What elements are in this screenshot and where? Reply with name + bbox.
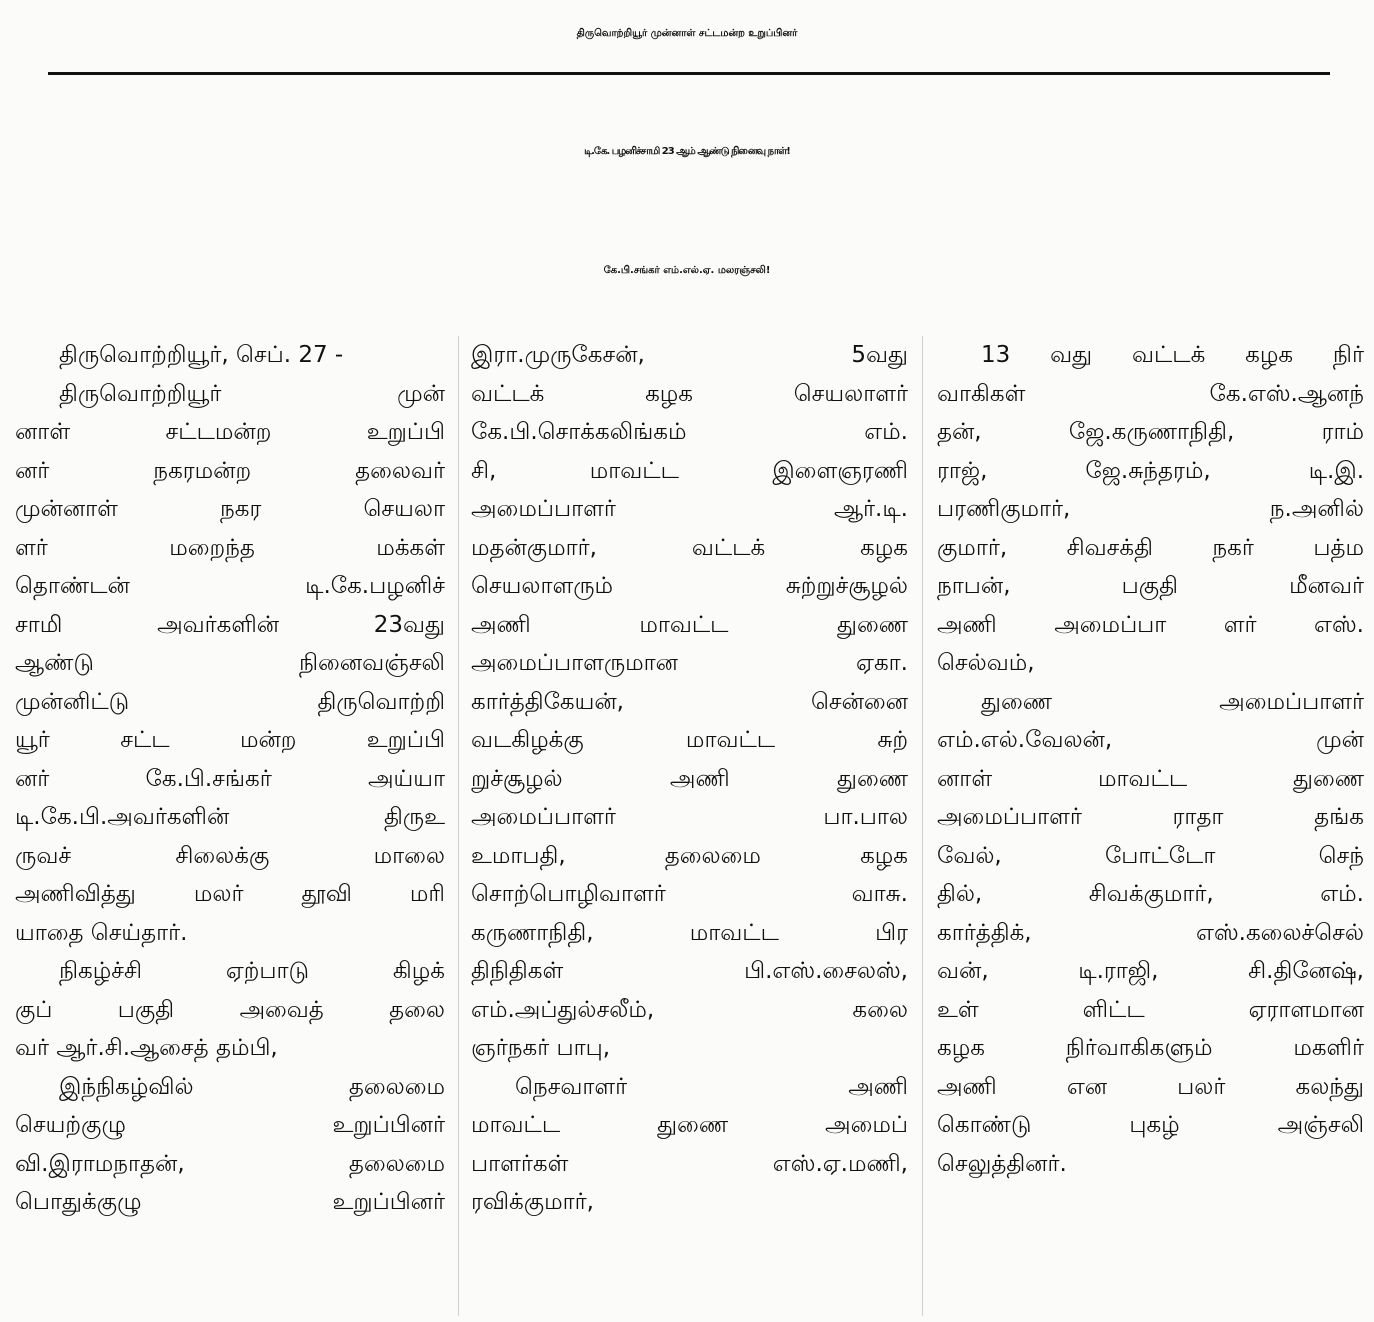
article-line: கொண்டு புகழ் அஞ்சலி (937, 1112, 1364, 1138)
article-line: ஞர்நகர் பாபு, (471, 1035, 611, 1061)
article-line: வர் ஆர்.சி.ஆசைத் தம்பி, (15, 1035, 278, 1061)
article-line: னர் கே.பி.சங்கர் அய்யா (15, 765, 445, 792)
kicker-line (0, 8, 1374, 60)
article-line: ரவிக்குமார், (471, 1189, 594, 1215)
article-line: குமார், சிவசக்தி நகர் பத்ம (937, 534, 1364, 561)
kicker-underline (48, 72, 1330, 75)
article-line: நாபன், பகுதி மீனவர் (937, 573, 1364, 599)
article-line: ளர் மறைந்த மக்கள் (15, 534, 445, 561)
article-line: னாள் மாவட்ட துணை (937, 765, 1364, 792)
article-line: ருவச் சிலைக்கு மாலை (15, 842, 445, 869)
article-line: வட்டக் கழக செயலாளர் (471, 380, 908, 407)
article-line: திருவொற்றியூர் முன் (59, 380, 445, 407)
article-line: னாள் சட்டமன்ற உறுப்பி (15, 419, 445, 445)
article-line: பாளர்கள் எஸ்.ஏ.மணி, (471, 1150, 908, 1177)
article-line: பரணிகுமார், ந.அனில் (937, 496, 1364, 522)
article-line: திநிதிகள் பி.எஸ்.சைலஸ், (471, 958, 908, 984)
article-line: இரா.முருகேசன், 5வது (471, 342, 908, 368)
article-line: ஆண்டு நினைவஞ்சலி (15, 650, 445, 676)
article-line: கே.பி.சொக்கலிங்கம் எம். (471, 419, 908, 445)
article-line: வேல், போட்டோ செந் (937, 842, 1364, 869)
article-line: யாதை செய்தார். (15, 919, 188, 946)
article-line: தில், சிவக்குமார், எம். (937, 881, 1364, 907)
article-line: தொண்டன் டி.கே.பழனிச் (15, 573, 445, 599)
article-line: றுச்சூழல் அணி துணை (471, 765, 908, 792)
article-line: துணை அமைப்பாளர் (981, 688, 1364, 715)
article-line: அணிவித்து மலர் தூவி மரி (15, 881, 445, 907)
article-line: நெசவாளர் அணி (515, 1073, 908, 1100)
article-line: கழக நிர்வாகிகளும் மகளிர் (937, 1035, 1364, 1061)
article-line: வி.இராமநாதன், தலைமை (15, 1150, 445, 1177)
article-line: னர் நகரமன்ற தலைவர் (15, 457, 445, 484)
article-line: குப் பகுதி அவைத் தலை (15, 996, 445, 1023)
article-line: செல்வம், (937, 650, 1035, 676)
article-line: மாவட்ட துணை அமைப் (471, 1112, 908, 1138)
article-line: தன், ஜே.கருணாநிதி, ராம் (937, 419, 1364, 445)
body-column-1 (15, 336, 445, 1222)
article-line: உள் ளிட்ட ஏராளமான (937, 996, 1364, 1023)
article-line: எம்.எல்.வேலன், முன் (937, 727, 1364, 753)
article-line: அணி மாவட்ட துணை (471, 611, 908, 638)
headline: டி.கே. பழனிச்சாமி 23 ஆம் ஆண்டு நினைவு நாள்! (584, 146, 790, 157)
kicker-text: திருவொற்றியூர் முன்னாள் சட்டமன்ற உறுப்பினர் (576, 28, 798, 39)
article-line: திருவொற்றியூர், செப். 27 - (59, 342, 344, 368)
subheadline: கே.பி.சங்கர் எம்.எல்.ஏ. மலரஞ்சலி! (603, 265, 771, 276)
article-line: கார்த்திக், எஸ்.கலைச்செல் (937, 919, 1364, 946)
article-line: 13 வது வட்டக் கழக நிர் (981, 342, 1364, 368)
article-line: முன்னிட்டு திருவொற்றி (15, 688, 445, 715)
article-line: அணி என பலர் கலந்து (937, 1073, 1364, 1100)
article-line: அமைப்பாளர் பா.பால (471, 804, 908, 830)
article-line: அமைப்பாளருமான ஏகா. (471, 650, 908, 676)
column-divider (922, 336, 923, 1316)
body-column-2 (471, 336, 908, 1222)
article-line: எம்.அப்துல்சலீம், கலை (471, 996, 908, 1023)
article-line: சொற்பொழிவாளர் வாசு. (471, 881, 908, 907)
article-line: செயற்குழு உறுப்பினர் (15, 1112, 445, 1138)
article-line: யூர் சட்ட மன்ற உறுப்பி (15, 727, 445, 753)
article-line: அணி அமைப்பா ளர் எஸ். (937, 611, 1364, 638)
article-line: செலுத்தினர். (937, 1150, 1067, 1177)
article-line: இந்நிகழ்வில் தலைமை (59, 1073, 445, 1100)
article-line: வடகிழக்கு மாவட்ட சுற் (471, 727, 908, 753)
article-line: கார்த்திகேயன், சென்னை (471, 688, 908, 715)
article-line: முன்னாள் நகர செயலா (15, 496, 445, 522)
article-line: கருணாநிதி, மாவட்ட பிர (471, 919, 908, 946)
article-line: நிகழ்ச்சி ஏற்பாடு கிழக் (59, 958, 445, 984)
body-column-3 (937, 336, 1364, 1183)
article-line: சாமி அவர்களின் 23வது (15, 611, 445, 638)
article-line: பொதுக்குழு உறுப்பினர் (15, 1189, 445, 1215)
article-line: டி.கே.பி.அவர்களின் திருஉ (15, 804, 445, 830)
article-line: அமைப்பாளர் ஆர்.டி. (471, 496, 908, 522)
article-line: வாகிகள் கே.எஸ்.ஆனந் (937, 380, 1364, 407)
article-line: சி, மாவட்ட இளைஞரணி (471, 457, 908, 484)
article-line: உமாபதி, தலைமை கழக (471, 842, 908, 869)
column-divider (458, 336, 459, 1316)
article-line: மதன்குமார், வட்டக் கழக (471, 534, 908, 561)
article-line: வன், டி.ராஜி, சி.தினேஷ், (937, 958, 1364, 984)
article-line: ராஜ், ஜே.சுந்தரம், டி.இ. (937, 457, 1364, 484)
article-line: செயலாளரும் சுற்றுச்சூழல் (471, 573, 908, 599)
article-line: அமைப்பாளர் ராதா தங்க (937, 804, 1364, 830)
